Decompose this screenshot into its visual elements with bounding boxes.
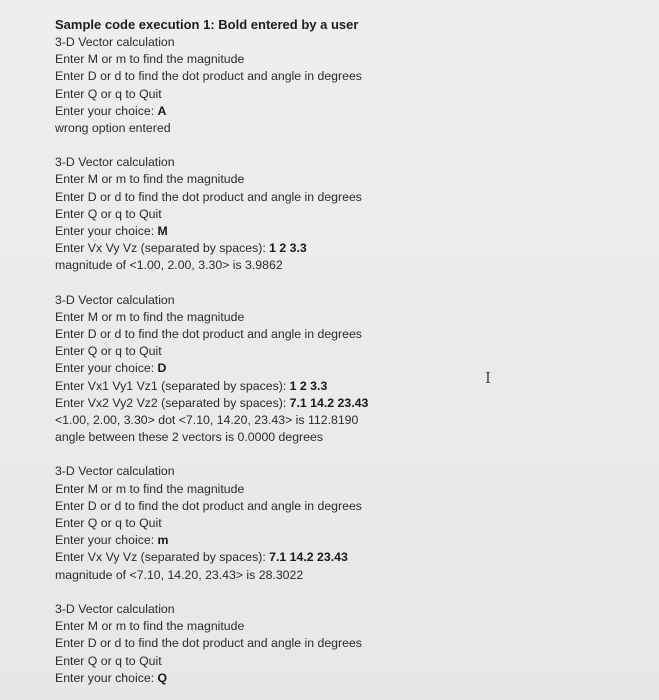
menu-option-dot: Enter D or d to find the dot product and angle in degrees bbox=[55, 189, 362, 204]
dot-product-result: <1.00, 2.00, 3.30> dot <7.10, 14.20, 23.43> is 112.8190 bbox=[55, 413, 359, 428]
menu-option-dot: Enter D or d to find the dot product and angle in degrees bbox=[55, 327, 362, 342]
choice-line: Enter your choice: D bbox=[55, 361, 167, 376]
console-transcript bbox=[55, 16, 475, 687]
vector1-prompt-line: Enter Vx1 Vy1 Vz1 (separated by spaces): 1 2 3.3 bbox=[55, 378, 328, 393]
user-input: D bbox=[157, 361, 167, 376]
menu-option-quit: Enter Q or q to Quit bbox=[55, 206, 162, 221]
menu-option-dot: Enter D or d to find the dot product and angle in degrees bbox=[55, 69, 362, 84]
vector2-prompt-line: Enter Vx2 Vy2 Vz2 (separated by spaces): 7.1 14.2 23.43 bbox=[55, 395, 369, 410]
user-input: 7.1 14.2 23.43 bbox=[289, 395, 369, 410]
magnitude-result: magnitude of <1.00, 2.00, 3.30> is 3.9862 bbox=[55, 258, 283, 273]
menu-option-quit: Enter Q or q to Quit bbox=[55, 344, 162, 359]
menu-option-quit: Enter Q or q to Quit bbox=[55, 653, 162, 668]
user-input: 1 2 3.3 bbox=[289, 378, 328, 393]
menu-option-dot: Enter D or d to find the dot product and angle in degrees bbox=[55, 498, 362, 513]
vector-prompt-line: Enter Vx Vy Vz (separated by spaces): 1 2 3.3 bbox=[55, 241, 307, 256]
menu-option-magnitude: Enter M or m to find the magnitude bbox=[55, 619, 245, 634]
user-input: M bbox=[157, 224, 168, 239]
menu-header: 3-D Vector calculation bbox=[55, 35, 175, 49]
user-input: 1 2 3.3 bbox=[269, 241, 307, 256]
menu-option-quit: Enter Q or q to Quit bbox=[55, 86, 162, 101]
menu-option-dot: Enter D or d to find the dot product and angle in degrees bbox=[55, 636, 362, 651]
menu-header: 3-D Vector calculation bbox=[55, 292, 175, 307]
angle-result: angle between these 2 vectors is 0.0000 degrees bbox=[55, 430, 323, 445]
vector-prompt-line: Enter Vx Vy Vz (separated by spaces): 7.1 14.2 23.43 bbox=[55, 550, 348, 565]
user-input: m bbox=[157, 533, 169, 548]
user-input: A bbox=[157, 103, 167, 118]
menu-header: 3-D Vector calculation bbox=[55, 464, 175, 479]
error-message: wrong option entered bbox=[55, 121, 171, 136]
menu-header: 3-D Vector calculation bbox=[55, 155, 175, 170]
user-input: 7.1 14.2 23.43 bbox=[269, 550, 348, 565]
menu-option-magnitude: Enter M or m to find the magnitude bbox=[55, 52, 245, 67]
magnitude-result: magnitude of <7.10, 14.20, 23.43> is 28.3022 bbox=[55, 567, 304, 582]
menu-option-magnitude: Enter M or m to find the magnitude bbox=[55, 481, 245, 496]
menu-option-quit: Enter Q or q to Quit bbox=[55, 516, 162, 531]
text-cursor-icon: I bbox=[485, 369, 491, 387]
menu-header: 3-D Vector calculation bbox=[55, 601, 175, 616]
page-title: Sample code execution 1: Bold entered by a user bbox=[55, 17, 359, 32]
choice-line: Enter your choice: m bbox=[55, 533, 169, 548]
choice-line: Enter your choice: A bbox=[55, 103, 167, 118]
choice-line: Enter your choice: Q bbox=[55, 670, 168, 685]
menu-option-magnitude: Enter M or m to find the magnitude bbox=[55, 309, 245, 324]
user-input: Q bbox=[157, 670, 168, 685]
menu-option-magnitude: Enter M or m to find the magnitude bbox=[55, 172, 245, 187]
choice-line: Enter your choice: M bbox=[55, 224, 168, 239]
